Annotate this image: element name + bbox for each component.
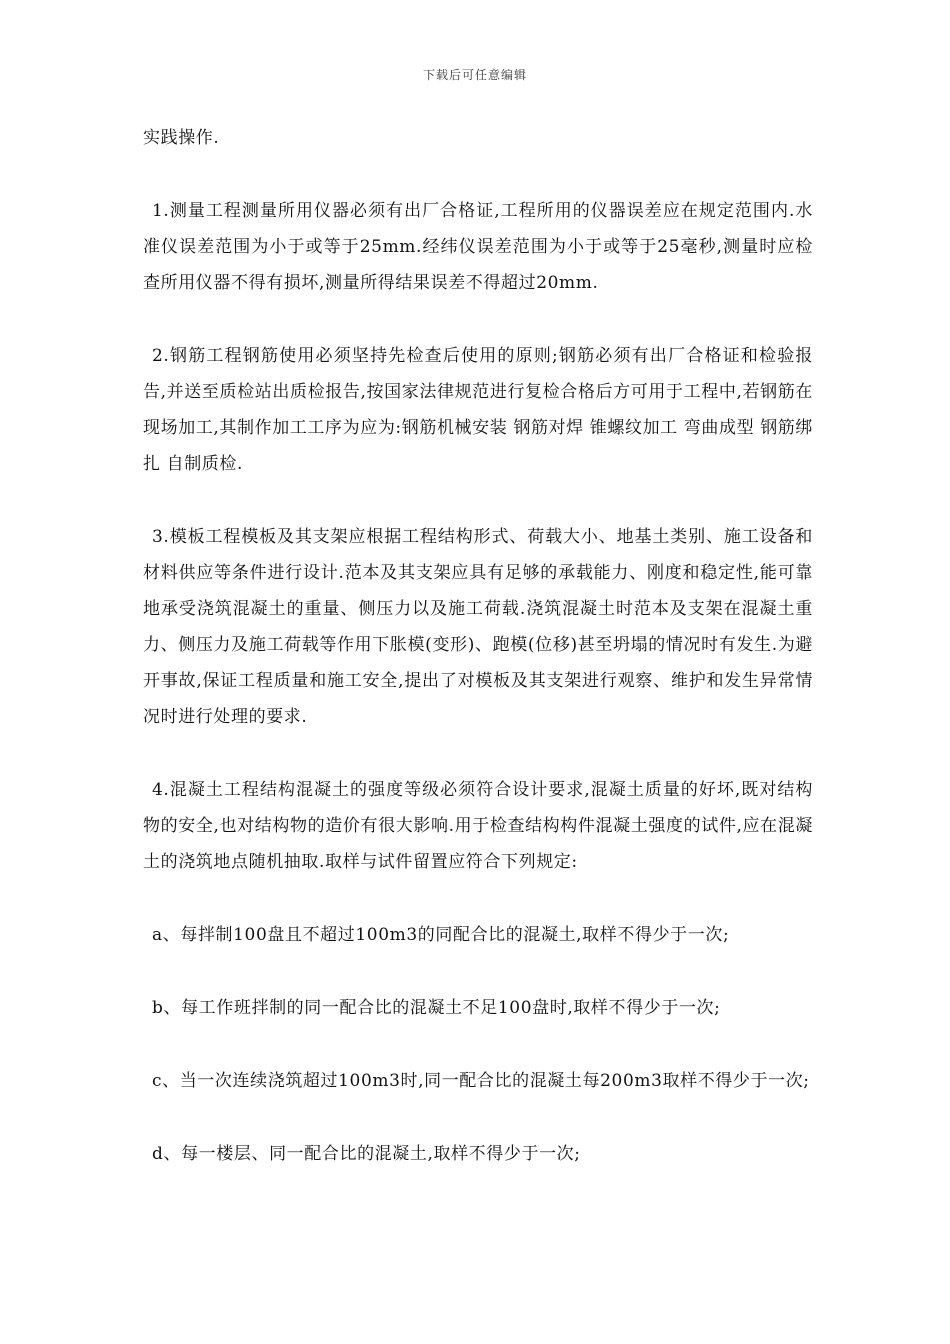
page-header: 下载后可任意编辑 [422, 68, 527, 82]
document-body [143, 120, 813, 1209]
paragraph-concrete: 4.混凝土工程结构混凝土的强度等级必须符合设计要求,混凝土质量的好坏,既对结构物的安全,也对结构物的造价有很大影响.用于检查结构构件混凝土强度的试件,应在混凝土的浇筑地点随机抽取.取样与试件留置应符合下列规定: [143, 780, 813, 872]
list-item-c: c、当一次连续浇筑超过100m3时,同一配合比的混凝土每200m3取样不得少于一次; [152, 1071, 810, 1091]
list-item-d: d、每一楼层、同一配合比的混凝土,取样不得少于一次; [152, 1144, 581, 1164]
paragraph-formwork: 3.模板工程模板及其支架应根据工程结构形式、荷载大小、地基土类别、施工设备和材料供应等条件进行设计.范本及其支架应具有足够的承载能力、刚度和稳定性,能可靠地承受浇筑混凝土的重量、侧压力以及施工荷载.浇筑混凝土时范本及支架在混凝土重力、侧压力及施工荷载等作用下胀模(变形)、跑模(位移)甚至坍塌的情况时有发生.为避开事故,保证工程质量和施工安全,提出了对模板及其支架进行观察、维护和发生异常情况时进行处理的要求. [143, 527, 813, 727]
intro-paragraph: 实践操作. [143, 128, 220, 148]
list-item-a: a、每拌制100盘且不超过100m3的同配合比的混凝土,取样不得少于一次; [152, 925, 730, 945]
paragraph-surveying: 1.测量工程测量所用仪器必须有出厂合格证,工程所用的仪器误差应在规定范围内.水准仪误差范围为小于或等于25mm.经纬仪误差范围为小于或等于25毫秒,测量时应检查所用仪器不得有损坏,测量所得结果误差不得超过20mm. [143, 201, 813, 293]
paragraph-rebar: 2.钢筋工程钢筋使用必须坚持先检查后使用的原则;钢筋必须有出厂合格证和检验报告,并送至质检站出质检报告,按国家法律规范进行复检合格后方可用于工程中,若钢筋在现场加工,其制作加工工序为应为:钢筋机械安装 钢筋对焊 锥螺纹加工 弯曲成型 钢筋绑扎 自制质检. [143, 346, 813, 474]
list-item-b: b、每工作班拌制的同一配合比的混凝土不足100盘时,取样不得少于一次; [152, 998, 721, 1018]
